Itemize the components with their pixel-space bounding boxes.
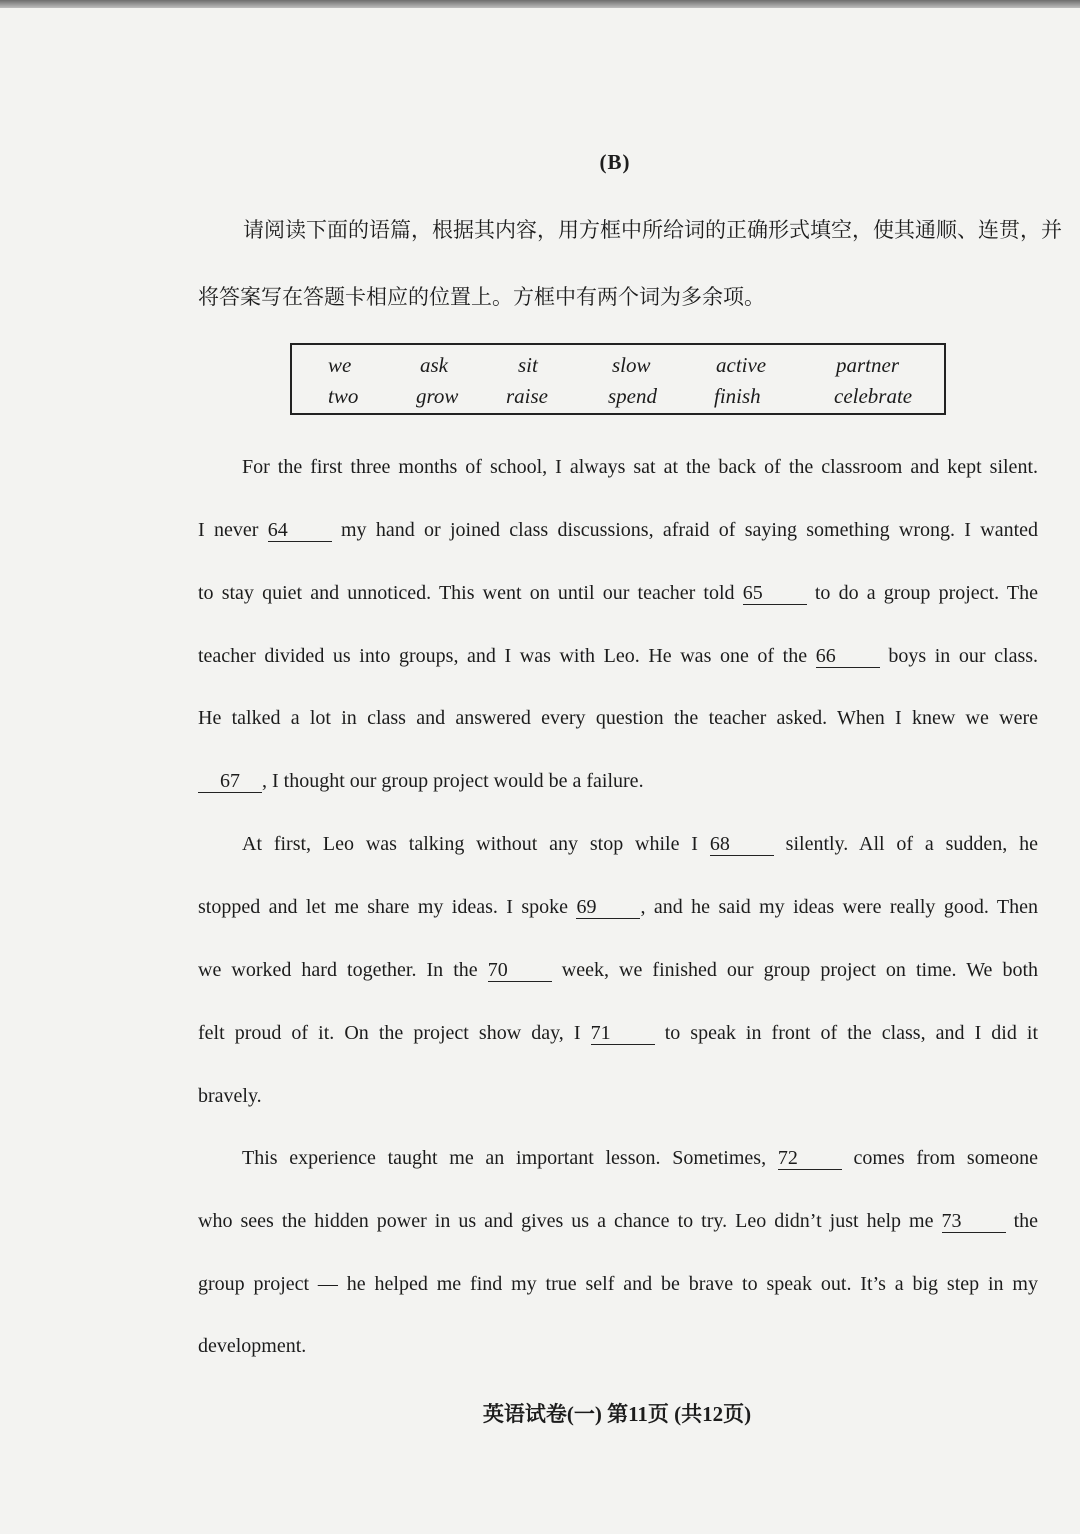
- passage-text: felt proud of it. On the project show day, I: [198, 1022, 581, 1044]
- passage-line: [198, 768, 1038, 794]
- word-option: slow: [612, 353, 651, 377]
- blank-66: 66: [816, 645, 880, 668]
- word-option: grow: [416, 384, 459, 408]
- passage-text: boys in our class.: [888, 645, 1039, 667]
- word-box: [290, 343, 946, 415]
- passage-text: teacher divided us into groups, and I was with Leo. He was one of the: [198, 645, 808, 667]
- passage-text: to stay quiet and unnoticed. This went on until our teacher told: [198, 582, 735, 604]
- word-option: spend: [608, 384, 657, 408]
- blank-73: 73: [942, 1210, 1006, 1233]
- instruction-line-2: 将答案写在答题卡相应的位置上。方框中有两个词为多余项。: [198, 285, 765, 309]
- passage-line: [198, 643, 1038, 669]
- passage-text: At first, Leo was talking without any stop while I: [242, 833, 698, 855]
- passage-line: [242, 1145, 1038, 1171]
- blank-64: 64: [268, 519, 332, 542]
- scan-top-edge: [0, 0, 1080, 8]
- blank-69: 69: [576, 896, 640, 919]
- blank-65: 65: [743, 582, 807, 605]
- passage-line: [242, 831, 1038, 857]
- passage-text: who sees the hidden power in us and gives us a chance to try. Leo didn’t just help me: [198, 1210, 934, 1232]
- word-option: finish: [714, 384, 761, 408]
- word-option: we: [328, 353, 352, 377]
- passage-line: [198, 1083, 1038, 1109]
- passage-text: development.: [198, 1335, 307, 1357]
- passage-text: He talked a lot in class and answered every question the teacher asked. When I knew we were: [198, 707, 1038, 729]
- passage-text: stopped and let me share my ideas. I spoke: [198, 896, 569, 918]
- passage-line: [242, 454, 1038, 480]
- passage-text: group project — he helped me find my true self and be brave to speak out. It’s a big step in my: [198, 1273, 1038, 1295]
- passage-line: [198, 580, 1038, 606]
- passage-line: [198, 957, 1038, 983]
- word-option: celebrate: [834, 384, 913, 408]
- word-option: raise: [506, 384, 548, 408]
- passage-text: my hand or joined class discussions, afraid of saying something wrong. I wanted: [341, 519, 1039, 541]
- section-title: (B): [599, 150, 631, 174]
- passage-text: I never: [198, 519, 259, 541]
- passage-text: , and he said my ideas were really good. Then: [640, 896, 1038, 918]
- passage-text: bravely.: [198, 1085, 262, 1107]
- passage-text: , I thought our group project would be a failure.: [262, 770, 644, 792]
- passage-text: week, we finished our group project on time. We both: [561, 959, 1039, 981]
- passage-text: to do a group project. The: [814, 582, 1039, 604]
- passage-text: This experience taught me an important lesson. Sometimes,: [242, 1147, 767, 1169]
- page-footer: 英语试卷(一) 第11页 (共12页): [482, 1402, 752, 1426]
- word-option: sit: [518, 353, 538, 377]
- word-option: active: [716, 353, 767, 377]
- passage-line: [198, 1271, 1038, 1297]
- passage-line: [198, 1020, 1038, 1046]
- word-option: two: [328, 384, 359, 408]
- word-option: ask: [420, 353, 448, 377]
- blank-68: 68: [710, 833, 774, 856]
- passage-text: the: [1013, 1210, 1038, 1232]
- word-option: partner: [836, 353, 899, 377]
- blank-72: 72: [778, 1147, 842, 1170]
- passage-text: we worked hard together. In the: [198, 959, 478, 981]
- passage-line: [198, 894, 1038, 920]
- passage-line: [198, 517, 1038, 543]
- instruction-line-1: 请阅读下面的语篇，根据其内容，用方框中所给词的正确形式填空，使其通顺、连贯，并: [243, 218, 1062, 242]
- passage-text: silently. All of a sudden, he: [785, 833, 1039, 855]
- blank-67: 67: [198, 770, 262, 793]
- blank-71: 71: [591, 1022, 655, 1045]
- passage-line: [198, 1208, 1038, 1234]
- blank-70: 70: [488, 959, 552, 982]
- passage-text: to speak in front of the class, and I did it: [664, 1022, 1039, 1044]
- passage-line: [198, 705, 1038, 731]
- passage-text: comes from someone: [853, 1147, 1039, 1169]
- passage-text: For the first three months of school, I always sat at the back of the classroom and kept silent.: [242, 456, 1038, 478]
- passage-line: [198, 1333, 1038, 1359]
